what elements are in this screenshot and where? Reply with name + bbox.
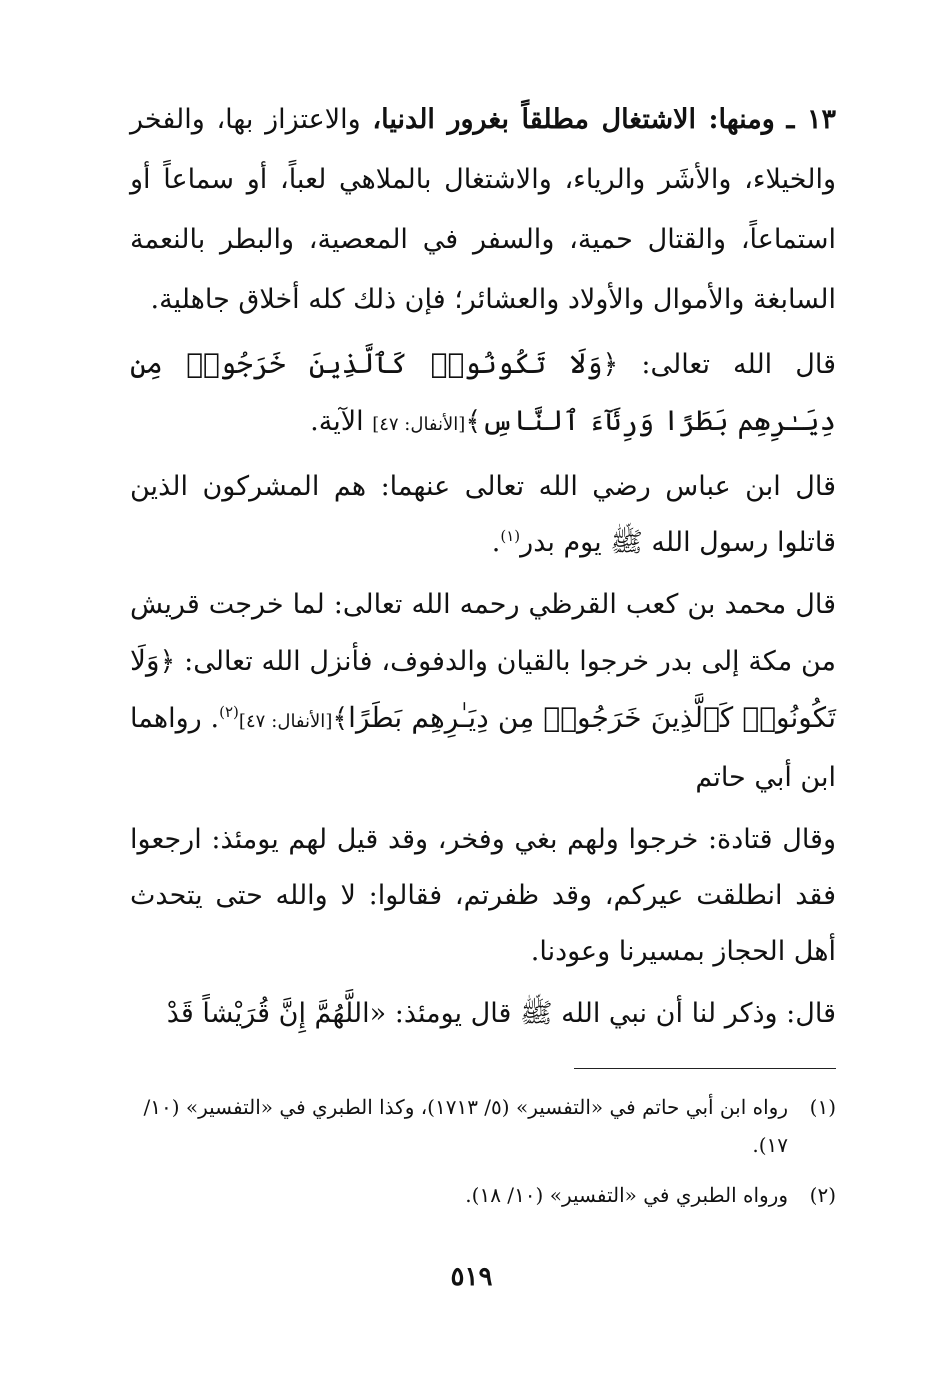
paragraph-text: قال محمد بن كعب القرظي رحمه الله تعالى: لما خرجت قريش من مكة إلى بدر خرجوا بالقيان والدفوف، فأنزل الله تعالى: <box>130 589 836 677</box>
quran-verse: وَلَا تَكُونُوا۟ كَٱلَّذِينَ خَرَجُوا۟ مِن دِيَـٰرِهِم بَطَرًا <box>130 644 836 734</box>
hadith-paragraph <box>130 986 836 1042</box>
qurazi-paragraph <box>130 577 836 806</box>
footnote-marker-2[interactable]: (٢) <box>219 703 239 721</box>
ornate-brace-close: ﴾ <box>465 406 482 437</box>
paragraph-text: قال: وذكر لنا أن نبي الله ﷺ قال يومئذ: «اللَّهُمَّ إِنَّ قُرَيْشاً قَدْ <box>166 998 836 1029</box>
footnote-1 <box>130 1088 836 1164</box>
verse-reference: [الأنفال: ٤٧] <box>238 711 333 732</box>
item-number: ١٣ ـ <box>786 104 836 135</box>
footnote-2 <box>130 1176 836 1214</box>
main-text <box>130 90 836 1048</box>
ornate-brace-open: ﴿ <box>602 349 619 380</box>
quote-tail: الآية. <box>310 406 373 437</box>
verse-reference: [الأنفال: ٤٧] <box>372 414 466 435</box>
paragraph-text: وقال قتادة: خرجوا ولهم بغي وفخر، وقد قيل لهم يومئذ: ارجعوا فقد انطلقت عيركم، وقد ظفرتم، فقالوا: لا والله حتى يتحدث أهل الحجاز بمسيرنا وعودنا. <box>130 824 836 967</box>
footnote-separator <box>574 1068 836 1069</box>
ornate-brace-close: ﴾ <box>332 703 349 734</box>
footnote-marker-1[interactable]: (١) <box>500 527 521 545</box>
quran-quote-paragraph <box>130 336 836 453</box>
period: . <box>491 527 501 558</box>
footnote-text: ورواه الطبري في «التفسير» (١٠/ ١٨). <box>465 1183 788 1207</box>
ibn-abbas-paragraph <box>130 459 836 571</box>
quote-intro: قال الله تعالى: <box>618 349 837 380</box>
paragraph-text: قال ابن عباس رضي الله تعالى عنهما: هم المشركون الذين قاتلوا رسول الله ﷺ يوم بدر <box>130 471 836 558</box>
footnote-number: (٢) <box>809 1183 836 1207</box>
footnote-text: رواه ابن أبي حاتم في «التفسير» (٥/ ١٧١٣)، وكذا الطبري في «التفسير» (١٠/ ١٧). <box>143 1095 788 1157</box>
footnote-number: (١) <box>809 1095 836 1119</box>
page-number: ٥١٩ <box>450 1262 493 1292</box>
paragraph-tail: . رواهما ابن أبي حاتم <box>130 703 836 793</box>
footnotes <box>130 1088 836 1226</box>
paragraph-text: والاعتزاز بها، والفخر والخيلاء، والأشَر والرياء، والاشتغال بالملاهي لعباً، أو سماعاً أو استماعاً، والقتال حمية، والسفر في المعصية، والبطر بالنعمة السابغة والأموال والأولاد والعشائر؛ فإن ذلك كله أخلاق جاهلية. <box>130 104 836 315</box>
quran-verse: وَلَا تَكُونُوا۟ كَٱلَّذِينَ خَرَجُوا۟ مِن دِيَـٰرِهِم بَطَرًا وَرِئَآءَ ٱلنَّاسِ <box>130 347 836 437</box>
qatada-paragraph <box>130 812 836 980</box>
bold-lead: ومنها: الاشتغال مطلقاً بغرور الدنيا، <box>372 104 775 135</box>
paragraph-13 <box>130 90 836 330</box>
ornate-brace-open: ﴿ <box>159 646 176 677</box>
